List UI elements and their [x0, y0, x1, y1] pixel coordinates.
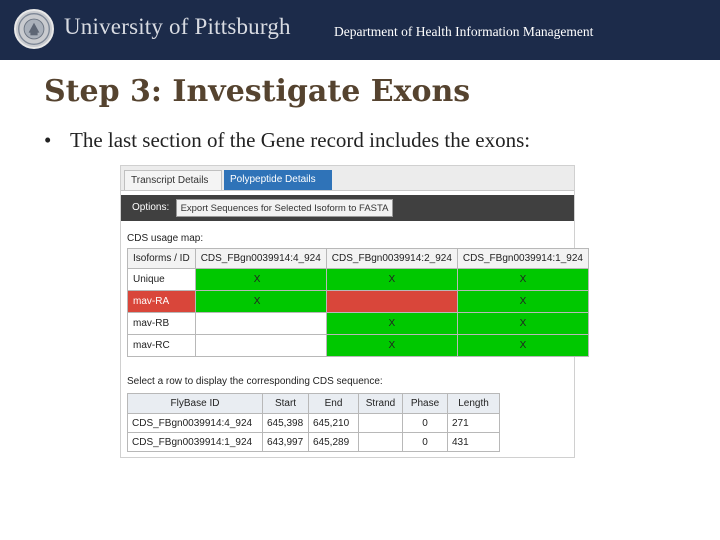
column-header: Isoforms / ID	[128, 249, 196, 269]
isoform-row-mav-ra[interactable]	[128, 291, 589, 313]
cds-cell: X	[457, 335, 588, 357]
column-header: CDS_FBgn0039914:4_924	[195, 249, 326, 269]
cds-table-header	[128, 249, 589, 269]
select-row-label: Select a row to display the corresponding CDS sequence:	[127, 376, 383, 387]
tab-transcript-details[interactable]: Transcript Details	[124, 170, 222, 190]
strand-cell	[359, 433, 403, 452]
gene-record-screenshot	[120, 165, 583, 458]
length-cell: 431	[448, 433, 500, 452]
start-cell: 643,997	[263, 433, 309, 452]
isoform-row-mav-rc[interactable]	[128, 335, 589, 357]
cds-cell: X	[326, 313, 457, 335]
cds-cell: X	[457, 313, 588, 335]
isoform-name: mav-RB	[128, 313, 196, 335]
column-header: CDS_FBgn0039914:1_924	[457, 249, 588, 269]
column-header-start[interactable]: Start	[263, 394, 309, 414]
cds-cell: X	[326, 335, 457, 357]
cds-cell: X	[457, 291, 588, 313]
column-header-end[interactable]: End	[309, 394, 359, 414]
column-header-length[interactable]: Length	[448, 394, 500, 414]
bullet-point	[44, 128, 530, 153]
cds-sequence-table	[127, 393, 500, 452]
end-cell: 645,289	[309, 433, 359, 452]
university-name: University of Pittsburgh	[64, 14, 291, 39]
department-name: Department of Health Information Management	[334, 24, 594, 39]
column-header-strand[interactable]: Strand	[359, 394, 403, 414]
cds-cell	[195, 335, 326, 357]
cds-cell: X	[326, 269, 457, 291]
column-header-phase[interactable]: Phase	[403, 394, 448, 414]
isoform-name: mav-RA	[128, 291, 196, 313]
phase-cell: 0	[403, 433, 448, 452]
flybase-id-cell: CDS_FBgn0039914:4_924	[128, 414, 263, 433]
table-row[interactable]	[128, 414, 500, 433]
bullet-marker: •	[44, 128, 52, 152]
flybase-id-cell: CDS_FBgn0039914:1_924	[128, 433, 263, 452]
table-row[interactable]	[128, 433, 500, 452]
isoform-name: mav-RC	[128, 335, 196, 357]
isoform-name: Unique	[128, 269, 196, 291]
bullet-text: The last section of the Gene record includes the exons:	[70, 128, 531, 152]
tab-bar	[121, 166, 574, 191]
cds-usage-map-label: CDS usage map:	[127, 233, 204, 244]
cds-usage-table	[127, 248, 589, 357]
isoform-row-unique[interactable]	[128, 269, 589, 291]
length-cell: 271	[448, 414, 500, 433]
options-bar	[121, 195, 574, 221]
isoform-row-mav-rb[interactable]	[128, 313, 589, 335]
end-cell: 645,210	[309, 414, 359, 433]
header-band	[0, 0, 720, 60]
strand-cell	[359, 414, 403, 433]
cds-cell	[326, 291, 457, 313]
seq-table-header	[128, 394, 500, 414]
export-fasta-button[interactable]: Export Sequences for Selected Isoform to FASTA	[176, 199, 393, 217]
cds-cell: X	[195, 291, 326, 313]
start-cell: 645,398	[263, 414, 309, 433]
cds-cell: X	[195, 269, 326, 291]
phase-cell: 0	[403, 414, 448, 433]
cds-cell	[195, 313, 326, 335]
column-header: CDS_FBgn0039914:2_924	[326, 249, 457, 269]
cds-cell: X	[457, 269, 588, 291]
university-seal-icon	[14, 9, 54, 49]
options-label: Options:	[132, 202, 170, 213]
column-header-flybase-id[interactable]: FlyBase ID	[128, 394, 263, 414]
tab-polypeptide-details[interactable]: Polypeptide Details	[224, 170, 332, 190]
slide-title: Step 3: Investigate Exons	[44, 74, 471, 109]
